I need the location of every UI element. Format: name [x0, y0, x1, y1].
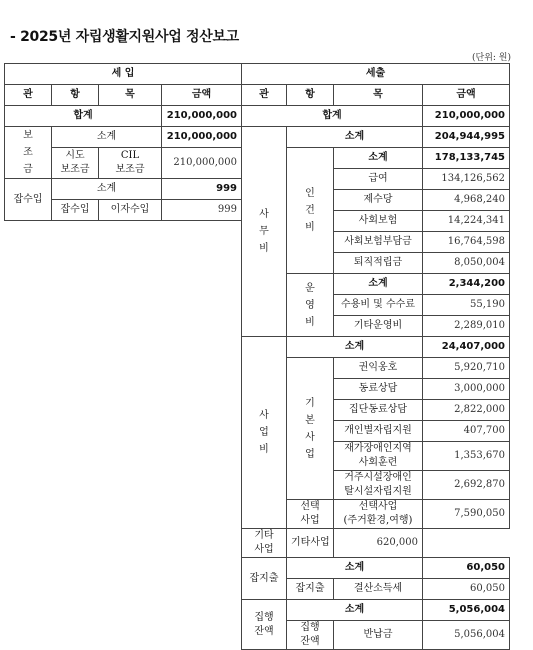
expense-personnel-mok: 사회보험 — [334, 211, 423, 232]
expense-operation-mok: 기타운영비 — [334, 316, 423, 337]
income-subsidy-subtotal: 210,000,000 — [162, 127, 242, 148]
expense-office-subtotal-label: 소계 — [287, 127, 423, 148]
expense-basic-mok: 권익옹호 — [334, 358, 423, 379]
expense-operation-amount: 2,289,010 — [423, 316, 510, 337]
expense-basic-mok: 개인별자립지원 — [334, 421, 423, 442]
income-misc-subtotal: 999 — [162, 179, 242, 200]
income-misc-subtotal-label: 소계 — [52, 179, 162, 200]
income-total-label: 합계 — [5, 106, 162, 127]
expense-misc-amount: 60,050 — [423, 579, 510, 600]
income-col-amount: 금액 — [162, 85, 242, 106]
expense-misc-subtotal-label: 소계 — [287, 558, 423, 579]
expense-selective-hang: 선택 사업 — [287, 500, 334, 529]
expense-basic-hang: 기 본 사 업 — [287, 358, 334, 500]
expense-operation-subtotal-label: 소계 — [334, 274, 423, 295]
income-misc-hang: 잡수입 — [52, 200, 99, 221]
income-subsidy-amount: 210,000,000 — [162, 148, 242, 179]
expense-personnel-amount: 16,764,598 — [423, 232, 510, 253]
expense-basic-amount: 1,353,670 — [423, 442, 510, 471]
expense-misc-gwan: 잡지출 — [242, 558, 287, 600]
expense-residual-subtotal-label: 소계 — [287, 600, 423, 621]
expense-business-gwan: 사 업 비 — [242, 337, 287, 529]
expense-residual-subtotal: 5,056,004 — [423, 600, 510, 621]
income-subsidy-gwan: 보 조 금 — [5, 127, 52, 179]
expense-residual-hang: 집행 잔액 — [287, 621, 334, 650]
expense-personnel-mok: 급여 — [334, 169, 423, 190]
expense-basic-amount: 3,000,000 — [423, 379, 510, 400]
expense-personnel-amount: 4,968,240 — [423, 190, 510, 211]
expense-residual-amount: 5,056,004 — [423, 621, 510, 650]
income-col-mok: 목 — [99, 85, 162, 106]
expense-personnel-amount: 14,224,341 — [423, 211, 510, 232]
expense-table — [241, 63, 510, 650]
expense-basic-mok: 거주시설장애인 탈시설자립지원 — [334, 471, 423, 500]
expense-misc-mok: 결산소득세 — [334, 579, 423, 600]
expense-other-hang: 기타 사업 — [242, 529, 287, 558]
expense-col-mok: 목 — [334, 85, 423, 106]
expense-personnel-amount: 8,050,004 — [423, 253, 510, 274]
expense-personnel-subtotal: 178,133,745 — [423, 148, 510, 169]
expense-business-subtotal-label: 소계 — [287, 337, 423, 358]
expense-personnel-mok: 사회보험부담금 — [334, 232, 423, 253]
income-misc-amount: 999 — [162, 200, 242, 221]
expense-residual-mok: 반납금 — [334, 621, 423, 650]
income-table — [4, 63, 242, 221]
income-col-hang: 항 — [52, 85, 99, 106]
expense-operation-mok: 수용비 및 수수료 — [334, 295, 423, 316]
expense-basic-amount: 2,822,000 — [423, 400, 510, 421]
expense-other-amount: 620,000 — [334, 529, 423, 558]
expense-operation-hang: 운 영 비 — [287, 274, 334, 337]
report-title: - 2025년 자립생활지원사업 정산보고 — [10, 29, 239, 45]
unit-note: (단위: 원) — [472, 53, 511, 63]
income-subsidy-subtotal-label: 소계 — [52, 127, 162, 148]
income-misc-mok: 이자수입 — [99, 200, 162, 221]
income-total-amount: 210,000,000 — [162, 106, 242, 127]
expense-header: 세출 — [242, 64, 510, 85]
expense-personnel-amount: 134,126,562 — [423, 169, 510, 190]
income-subsidy-mok: CIL 보조금 — [99, 148, 162, 179]
expense-personnel-mok: 퇴직적립금 — [334, 253, 423, 274]
income-misc-gwan: 잡수입 — [5, 179, 52, 221]
expense-selective-mok: 선택사업 (주거환경,여행) — [334, 500, 423, 529]
expense-total-label: 합계 — [242, 106, 423, 127]
expense-basic-mok: 동료상담 — [334, 379, 423, 400]
expense-business-subtotal: 24,407,000 — [423, 337, 510, 358]
expense-col-gwan: 관 — [242, 85, 287, 106]
expense-col-amount: 금액 — [423, 85, 510, 106]
income-col-gwan: 관 — [5, 85, 52, 106]
income-subsidy-hang: 시도 보조금 — [52, 148, 99, 179]
expense-other-mok: 기타사업 — [287, 529, 334, 558]
expense-office-subtotal: 204,944,995 — [423, 127, 510, 148]
expense-basic-amount: 5,920,710 — [423, 358, 510, 379]
income-header: 세 입 — [5, 64, 242, 85]
expense-operation-subtotal: 2,344,200 — [423, 274, 510, 295]
expense-total-amount: 210,000,000 — [423, 106, 510, 127]
expense-personnel-subtotal-label: 소계 — [334, 148, 423, 169]
expense-residual-gwan: 집행 잔액 — [242, 600, 287, 650]
expense-basic-mok: 재가장애인지역 사회훈련 — [334, 442, 423, 471]
expense-misc-hang: 잡지출 — [287, 579, 334, 600]
expense-personnel-mok: 제수당 — [334, 190, 423, 211]
expense-selective-amount: 7,590,050 — [423, 500, 510, 529]
expense-col-hang: 항 — [287, 85, 334, 106]
expense-misc-subtotal: 60,050 — [423, 558, 510, 579]
expense-basic-amount: 407,700 — [423, 421, 510, 442]
expense-office-gwan: 사 무 비 — [242, 127, 287, 337]
expense-personnel-hang: 인 건 비 — [287, 148, 334, 274]
expense-operation-amount: 55,190 — [423, 295, 510, 316]
expense-basic-amount: 2,692,870 — [423, 471, 510, 500]
expense-basic-mok: 집단동료상담 — [334, 400, 423, 421]
